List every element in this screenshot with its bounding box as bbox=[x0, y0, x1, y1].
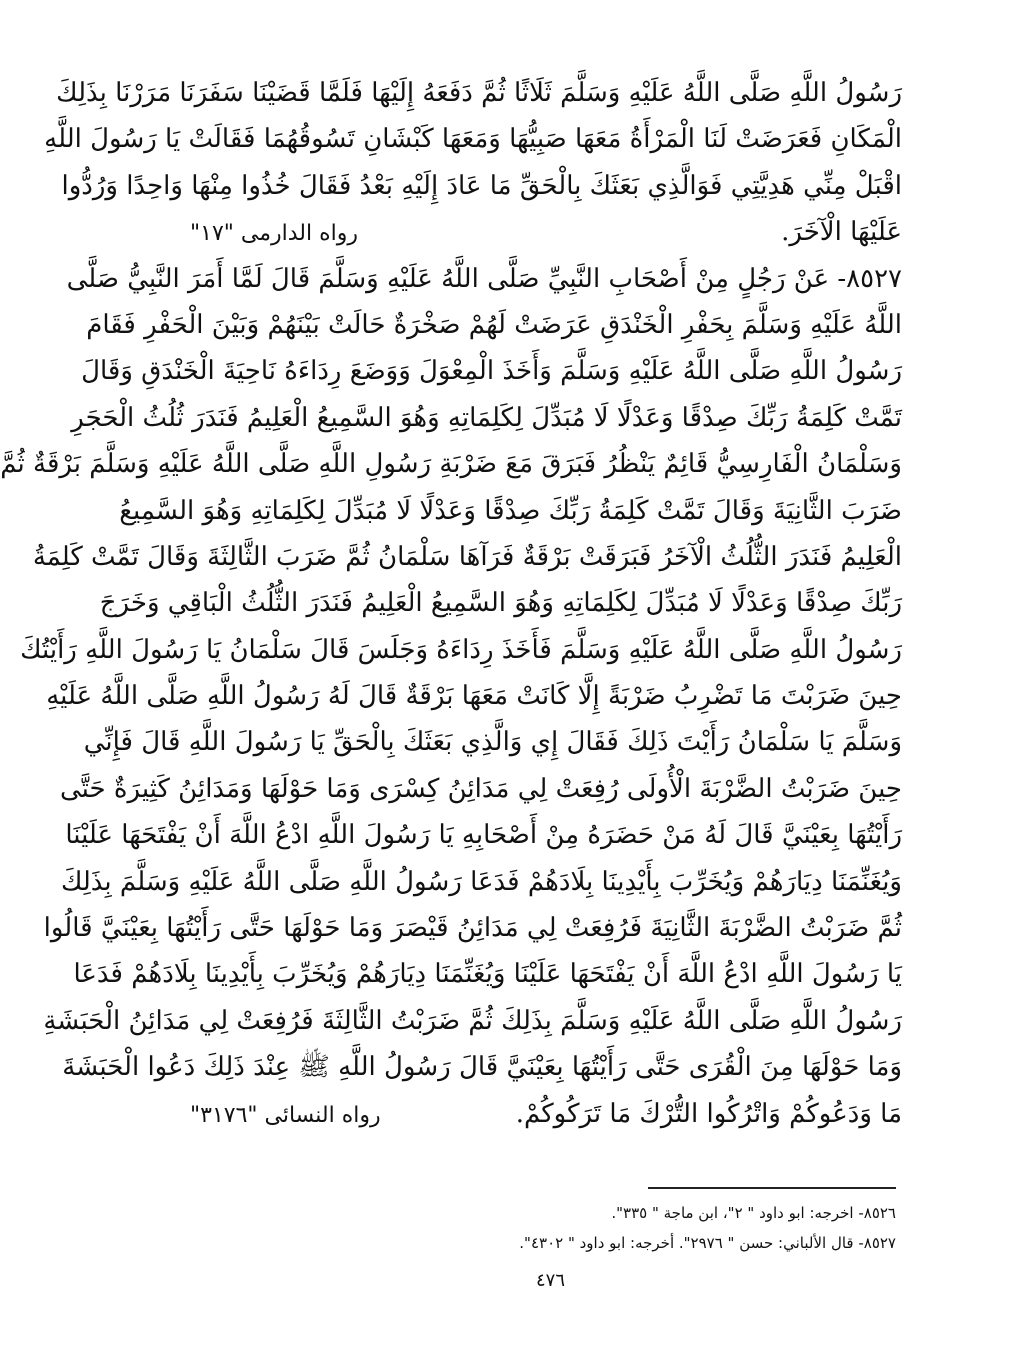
source-reference: رواه الدارمى "١٧" bbox=[190, 221, 358, 247]
text-line: الْعَلِيمُ فَنَدَرَ الثُّلُثُ الْآخَرُ فَبَرَقَتْ بَرْقَةٌ فَرَآهَا سَلْمَانُ ثُمَّ ضَرَبَ الثَّالِثَةَ وَقَالَ تَمَّتْ كَلِمَةُ bbox=[32, 541, 902, 572]
page-number: ٤٧٦ bbox=[535, 1270, 565, 1291]
text-line bbox=[66, 256, 902, 302]
text-line: رَسُولُ اللَّهِ صَلَّى اللَّهُ عَلَيْهِ وَسَلَّمَ وَأَخَذَ الْمِعْوَلَ وَوَضَعَ رِدَاءَهُ نَاحِيَةَ الْخَنْدَقِ وَقَالَ bbox=[81, 356, 902, 387]
text-line: اقْبَلْ مِنِّي هَدِيَّتِي فَوَالَّذِي بَعَثَكَ بِالْحَقِّ مَا عَادَ إِلَيْهِ بَعْدُ فَقَالَ خُذُوا مِنْهَا وَاحِدًا وَرُدُّوا bbox=[61, 170, 902, 201]
hadith-end-line bbox=[190, 209, 902, 255]
hadith-8526-text bbox=[44, 70, 902, 256]
text-line: رَبِّكَ صِدْقًا وَعَدْلًا لَا مُبَدِّلَ لِكَلِمَاتِهِ وَهُوَ السَّمِيعُ الْعَلِيمُ فَنَدَرَ الثُّلُثُ الْبَاقِي وَخَرَجَ bbox=[99, 588, 902, 619]
hadith-number: ٨٥٢٧ bbox=[846, 263, 902, 294]
text-line: تَمَّتْ كَلِمَةُ رَبِّكَ صِدْقًا وَعَدْلًا لَا مُبَدِّلَ لِكَلِمَاتِهِ وَهُوَ السَّمِيعُ الْعَلِيمُ فَنَدَرَ ثُلُثُ الْحَجَرِ bbox=[71, 402, 902, 433]
main-text bbox=[0, 70, 902, 1137]
text-line-content: - عَنْ رَجُلٍ مِنْ أَصْحَابِ النَّبِيِّ صَلَّى اللَّهُ عَلَيْهِ وَسَلَّمَ قَالَ لَمَّا أَمَرَ النَّبِيُّ صَلَّى bbox=[66, 263, 847, 294]
text-line: ثُمَّ ضَرَبْتُ الضَّرْبَةَ الثَّانِيَةَ فَرُفِعَتْ لِي مَدَائِنُ قَيْصَرَ وَمَا حَوْلَهَا حَتَّى رَأَيْتُهَا بِعَيْنَيَّ قَالُوا bbox=[43, 913, 902, 944]
text-line: وَسَلْمَانُ الْفَارِسِيُّ قَائِمٌ يَنْظُرُ فَبَرَقَ مَعَ ضَرْبَةِ رَسُولِ اللَّهِ صَلَّى اللَّهُ عَلَيْهِ وَسَلَّمَ بَرْقَةٌ ثُمَّ bbox=[0, 449, 902, 480]
text-line: حِينَ ضَرَبْتُ الضَّرْبَةَ الْأُولَى رُفِعَتْ لِي مَدَائِنُ كِسْرَى وَمَا حَوْلَهَا وَمَدَائِنُ كَثِيرَةٌ حَتَّى bbox=[60, 773, 902, 804]
hadith-end-line bbox=[190, 1091, 902, 1137]
footnote: ٨٥٢٦- اخرجه: ابو داود " ٢"، ابن ماجة " ٣٣٥". bbox=[611, 1204, 896, 1222]
text-line: وَيُغَنِّمَنَا دِيَارَهُمْ وَيُخَرِّبَ بِأَيْدِينَا بِلَادَهُمْ فَدَعَا رَسُولُ اللَّهِ صَلَّى اللَّهُ عَلَيْهِ وَسَلَّمَ بِذَلِكَ bbox=[60, 866, 902, 897]
text-line: وَمَا حَوْلَهَا مِنَ الْقُرَى حَتَّى رَأَيْتُهَا بِعَيْنَيَّ قَالَ رَسُولُ اللَّهِ ﷺ عِنْدَ ذَلِكَ دَعُوا الْحَبَشَةَ bbox=[62, 1052, 902, 1083]
text-line: حِينَ ضَرَبْتَ مَا تَضْرِبُ ضَرْبَةً إِلَّا كَانَتْ مَعَهَا بَرْقَةٌ قَالَ لَهُ رَسُولُ اللَّهِ صَلَّى اللَّهُ عَلَيْهِ bbox=[46, 681, 902, 712]
text-line: اللَّهُ عَلَيْهِ وَسَلَّمَ بِحَفْرِ الْخَنْدَقِ عَرَضَتْ لَهُمْ صَخْرَةٌ حَالَتْ بَيْنَهُمْ وَبَيْنَ الْحَفْرِ فَقَامَ bbox=[86, 309, 902, 340]
footnote-divider bbox=[648, 1187, 896, 1189]
text-line: وَسَلَّمَ يَا سَلْمَانُ رَأَيْتَ ذَلِكَ فَقَالَ إِي وَالَّذِي بَعَثَكَ بِالْحَقِّ يَا رَسُولَ اللَّهِ قَالَ فَإِنِّي bbox=[83, 727, 902, 758]
hadith-8527-text bbox=[0, 256, 902, 1137]
text-line-end: مَا وَدَعُوكُمْ وَاتْرُكُوا التُّرْكَ مَا تَرَكُوكُمْ. bbox=[515, 1098, 902, 1129]
text-line: رَسُولُ اللَّهِ صَلَّى اللَّهُ عَلَيْهِ وَسَلَّمَ بِذَلِكَ ثُمَّ ضَرَبْتُ الثَّالِثَةَ فَرُفِعَتْ لِي مَدَائِنُ الْحَبَشَةِ bbox=[43, 1005, 902, 1036]
text-line: ضَرَبَ الثَّانِيَةَ وَقَالَ تَمَّتْ كَلِمَةُ رَبِّكَ صِدْقًا وَعَدْلًا لَا مُبَدِّلَ لِكَلِمَاتِهِ وَهُوَ السَّمِيعُ bbox=[119, 495, 902, 526]
text-line: الْمَكَانِ فَعَرَضَتْ لَنَا الْمَرْأَةُ مَعَهَا صَبِيُّهَا وَمَعَهَا كَبْشَانِ تَسُوقُهُمَا فَقَالَتْ يَا رَسُولَ اللَّهِ bbox=[44, 124, 902, 155]
source-reference: رواه النسائى "٣١٧٦" bbox=[190, 1102, 381, 1128]
text-line-end: عَلَيْهَا الْآخَرَ. bbox=[781, 217, 902, 248]
text-line: رَأَيْتُهَا بِعَيْنَيَّ قَالَ لَهُ مَنْ حَضَرَهُ مِنْ أَصْحَابِهِ يَا رَسُولَ اللَّهِ ادْعُ اللَّهَ أَنْ يَفْتَحَهَا عَلَيْنَا bbox=[65, 820, 902, 851]
text-line: رَسُولُ اللَّهِ صَلَّى اللَّهُ عَلَيْهِ وَسَلَّمَ فَأَخَذَ رِدَاءَهُ وَجَلَسَ قَالَ سَلْمَانُ يَا رَسُولَ اللَّهِ رَأَيْتُكَ bbox=[20, 634, 902, 665]
text-line: رَسُولُ اللَّهِ صَلَّى اللَّهُ عَلَيْهِ وَسَلَّمَ ثَلَاثًا ثُمَّ دَفَعَهُ إِلَيْهَا فَلَمَّا قَضَيْنَا سَفَرَنَا مَرَرْنَا بِذَلِكَ bbox=[56, 78, 902, 108]
text-line: يَا رَسُولَ اللَّهِ ادْعُ اللَّهَ أَنْ يَفْتَحَهَا عَلَيْنَا وَيُغَنِّمَنَا دِيَارَهُمْ وَيُخَرِّبَ بِأَيْدِينَا بِلَادَهُمْ فَدَعَا bbox=[73, 959, 902, 990]
footnotes bbox=[196, 1198, 896, 1258]
footnote: ٨٥٢٧- قال الألباني: حسن " ٢٩٧٦". أخرجه: ابو داود " ٤٣٠٢". bbox=[519, 1234, 896, 1252]
